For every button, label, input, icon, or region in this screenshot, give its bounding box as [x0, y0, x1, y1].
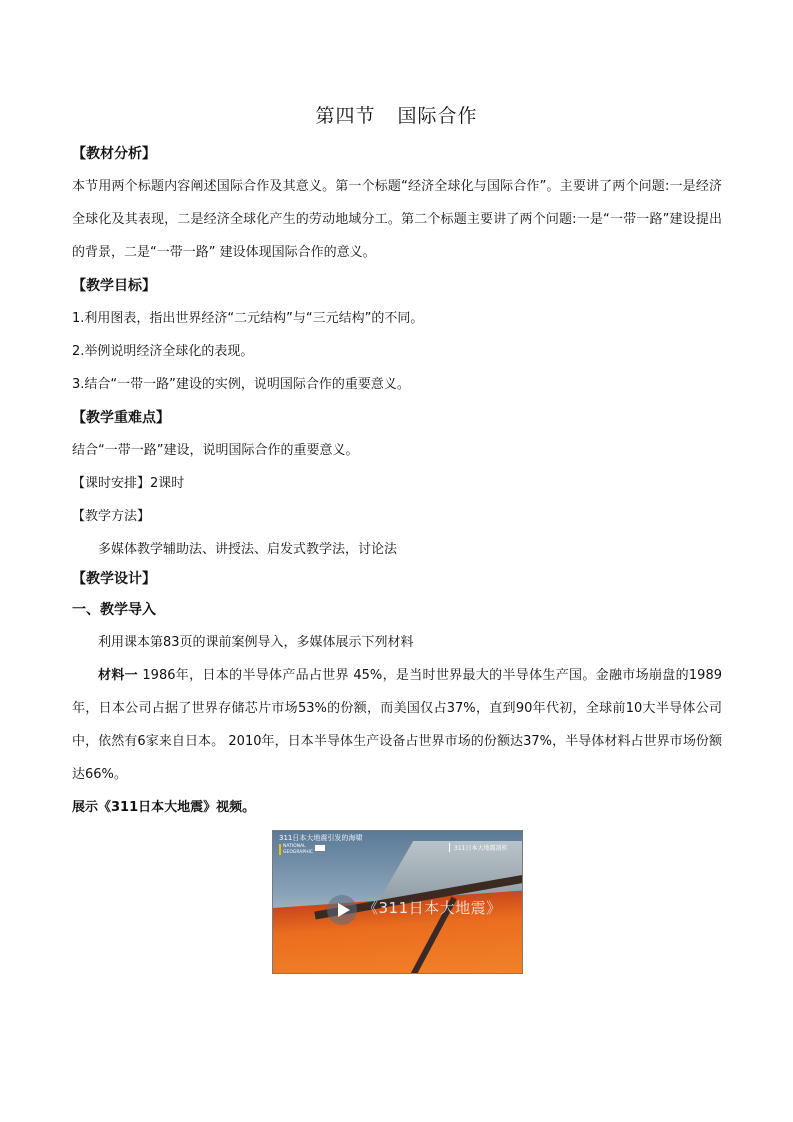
- key-points-text: 结合“一带一路”建设，说明国际合作的重要意义。: [72, 443, 359, 458]
- page-title: [0, 101, 793, 128]
- play-icon[interactable]: [327, 895, 357, 925]
- goal-item-2: 2.举例说明经济全球化的表现。: [72, 344, 254, 359]
- material-paragraph: [72, 659, 722, 791]
- video-thumbnail[interactable]: [272, 830, 523, 974]
- video-caption-left: 311日本大地震引发的海啸: [279, 834, 363, 842]
- material-label: 材料一: [98, 668, 138, 683]
- methods-text: 多媒体教学辅助法、讲授法、启发式教学法，讨论法: [98, 542, 398, 557]
- analysis-heading: 【教材分析】: [72, 146, 156, 162]
- schedule-value: 2课时: [150, 476, 185, 491]
- design-intro: 利用课本第83页的课前案例导入，多媒体展示下列材料: [98, 635, 414, 650]
- material-text: 1986年，日本的半导体产品占世界 45%，是当时世界最大的半导体生产国。金融市场崩盘的1989年，日本公司占据了世界存储芯片市场53%的份额，而美国仅占37%，直到90年代初，全球前10大半导体公司中，依然有6家来自日本。 2010年，日本半导体生产设备占世界市场的份额达37%，半导体材料占世界市场份额达66%。: [72, 668, 722, 782]
- design-sub-heading: 一、教学导入: [72, 602, 156, 618]
- goal-item-1: 1.利用图表，指出世界经济“二元结构”与“三元结构”的不同。: [72, 311, 424, 326]
- analysis-text: 本节用两个标题内容阐述国际合作及其意义。第一个标题“经济全球化与国际合作”。主要讲了两个问题:一是经济全球化及其表现，二是经济全球化产生的劳动地域分工。第二个标题主要讲了两个问题:一是“一带一路”建设提出的背景，二是“一带一路” 建设体现国际合作的意义。: [72, 179, 722, 260]
- video-line: [72, 791, 722, 824]
- schedule-line: [72, 467, 722, 500]
- goals-heading: 【教学目标】: [72, 278, 156, 294]
- title-section-name: 国际合作: [397, 105, 478, 127]
- national-geographic-logo: NATIONAL GEOGRAPHIC: [279, 844, 319, 855]
- title-section-number: 第四节: [315, 105, 376, 127]
- video-overlay-title: 《311日本大地震》: [363, 899, 502, 917]
- channel-badge: [315, 845, 325, 851]
- video-caption-right: 311日本大地震剖析: [449, 843, 507, 852]
- key-points-heading: 【教学重难点】: [72, 410, 170, 426]
- methods-heading: 【教学方法】: [72, 509, 151, 524]
- video-line-text: 展示《311日本大地震》视频。: [72, 800, 256, 815]
- goal-item-3: 3.结合“一带一路”建设的实例，说明国际合作的重要意义。: [72, 377, 410, 392]
- document-body: [72, 143, 722, 824]
- schedule-heading: 【课时安排】: [72, 476, 151, 491]
- design-heading: 【教学设计】: [72, 571, 156, 587]
